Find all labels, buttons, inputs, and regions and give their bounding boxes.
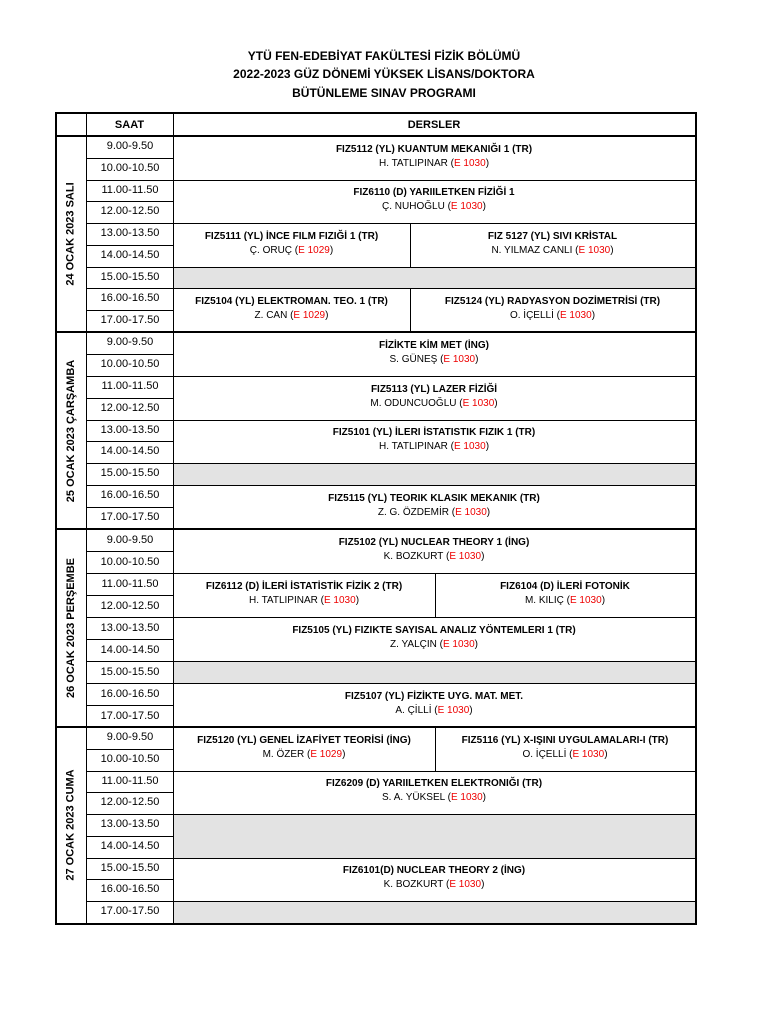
- day-label: [57, 529, 85, 727]
- time-slot: 14.00-14.50: [100, 248, 160, 261]
- course-room: E 1030: [578, 244, 611, 256]
- course-lecturer-line: [379, 441, 489, 452]
- course-lecturer-line: [510, 310, 595, 321]
- time-slot: 12.00-12.50: [100, 401, 160, 414]
- course-block: [173, 339, 695, 367]
- course-block: [173, 492, 695, 520]
- grid-line: [173, 573, 695, 574]
- course-title: FIZ6209 (D) YARIILETKEN ELEKTRONIĞI (TR): [325, 778, 543, 790]
- time-slot: 12.00-12.50: [100, 796, 160, 809]
- empty-slot: [174, 902, 695, 923]
- day-label: [57, 727, 85, 923]
- course-title: FIZ5102 (YL) NUCLEAR THEORY 1 (İNG): [338, 537, 530, 548]
- grid-line: [173, 814, 695, 815]
- course-block: [173, 690, 695, 718]
- grid-line: [173, 420, 695, 421]
- course-lecturer-line: [525, 595, 605, 606]
- course-block: [173, 734, 435, 762]
- course-title: FIZ6112 (D) İLERİ İSTATİSTİK FİZİK 2 (TR): [205, 581, 403, 592]
- course-title: FİZİKTE KİM MET (İNG): [379, 339, 489, 351]
- day-label-text: 27 OCAK 2023 CUMA: [65, 769, 78, 881]
- day-label: [57, 136, 85, 332]
- course-lecturer: S. A. YÜKSEL (: [382, 792, 451, 804]
- time-slot: 13.00-13.50: [100, 818, 160, 831]
- course-lecturer: N. YILMAZ CANLI (: [491, 244, 579, 256]
- grid-line: [173, 617, 695, 618]
- course-room-close: ): [604, 748, 608, 760]
- course-lecturer-line: [382, 792, 486, 803]
- course-title: FIZ5111 (YL) İNCE FILM FIZIĞİ 1 (TR): [204, 230, 379, 242]
- time-slot: 14.00-14.50: [100, 644, 160, 656]
- time-slot: 15.00-15.50: [100, 666, 160, 678]
- course-lecturer-line: [250, 245, 333, 256]
- empty-slot: [174, 815, 695, 858]
- course-lecturer: A. ÇİLLİ (: [395, 705, 438, 716]
- day-label-text: 25 OCAK 2023 ÇARŞAMBA: [65, 359, 77, 502]
- time-slot: 11.00-11.50: [101, 578, 159, 590]
- empty-slot: [174, 464, 695, 485]
- header-line-1: YTÜ FEN-EDEBİYAT FAKÜLTESİ FİZİK BÖLÜMÜ: [247, 49, 521, 63]
- time-slot: 16.00-16.50: [100, 292, 160, 305]
- time-slot: 16.00-16.50: [100, 489, 160, 502]
- course-title: FIZ6110 (D) YARIILETKEN FİZİĞİ 1: [353, 187, 515, 199]
- course-lecturer: Ç. ORUÇ (: [249, 244, 299, 256]
- grid-line: [173, 180, 695, 181]
- time-slot: 17.00-17.50: [100, 511, 160, 524]
- course-lecturer: O. İÇELLİ (: [522, 748, 573, 760]
- course-room: E 1030: [437, 705, 470, 716]
- course-lecturer-line: [382, 201, 486, 212]
- course-lecturer: O. İÇELLİ (: [509, 310, 560, 322]
- course-lecturer: K. BOZKURT (: [383, 551, 450, 562]
- course-lecturer: H. TATLIPINAR (: [248, 595, 324, 606]
- course-room: E 1030: [453, 441, 486, 453]
- course-block: [173, 230, 410, 258]
- grid-line: [173, 901, 695, 902]
- course-lecturer-line: [522, 749, 607, 760]
- course-room: E 1030: [323, 595, 356, 606]
- course-block: [173, 143, 695, 171]
- course-title: FIZ5112 (YL) KUANTUM MEKANIĞI 1 (TR): [335, 143, 533, 155]
- course-room-close: ): [482, 201, 486, 213]
- course-lecturer-line: [263, 749, 346, 760]
- grid-line: [173, 485, 695, 486]
- grid-line: [173, 376, 695, 377]
- course-title: FIZ5107 (YL) FİZİKTE UYG. MAT. MET.: [344, 691, 524, 702]
- course-room: E 1029: [293, 310, 326, 322]
- course-lecturer-line: [379, 158, 489, 169]
- time-slot: 9.00-9.50: [106, 731, 154, 743]
- time-slot: 10.00-10.50: [100, 556, 160, 568]
- course-room: E 1030: [453, 157, 486, 169]
- course-block: [173, 383, 695, 411]
- course-room: E 1030: [559, 310, 592, 322]
- course-lecturer-line: [378, 507, 490, 518]
- grid-line: [173, 267, 695, 268]
- time-slot: 16.00-16.50: [100, 883, 160, 896]
- course-title: FIZ5113 (YL) LAZER FİZİĞİ: [370, 383, 498, 395]
- course-room-close: ): [474, 639, 479, 650]
- course-lecturer-line: [390, 354, 479, 365]
- course-room-close: ): [475, 353, 479, 365]
- course-room-close: ): [481, 551, 485, 562]
- course-room-close: ): [610, 244, 614, 256]
- course-lecturer: M. ODUNCUOĞLU (: [370, 397, 463, 409]
- time-slot: 11.00-11.50: [101, 774, 159, 787]
- course-room-close: ): [355, 595, 360, 606]
- course-title: FIZ5115 (YL) TEORIK KLASIK MEKANIK (TR): [328, 493, 540, 505]
- course-block: [173, 536, 695, 564]
- course-room: E 1029: [298, 244, 330, 256]
- course-room: E 1030: [462, 397, 495, 409]
- course-title: FIZ5120 (YL) GENEL İZAFİYET TEORİSİ (İNG): [197, 734, 411, 746]
- header-line-2: 2022-2023 GÜZ DÖNEMİ YÜKSEK LİSANS/DOKTORA: [233, 67, 535, 81]
- course-block: [435, 734, 695, 762]
- day-label: [57, 332, 85, 529]
- course-room-close: ): [325, 310, 329, 322]
- grid-line: [173, 661, 695, 662]
- course-lecturer-line: [390, 639, 478, 650]
- course-lecturer: M. ÖZER (: [262, 748, 311, 760]
- course-room-close: ): [591, 310, 596, 322]
- course-room-close: ): [329, 244, 334, 256]
- grid-line: [173, 858, 695, 859]
- time-slot: 12.00-12.50: [100, 600, 160, 612]
- course-lecturer-line: [384, 879, 485, 890]
- grid-line: [173, 223, 695, 224]
- course-block: [173, 295, 410, 323]
- course-room-close: ): [342, 748, 346, 760]
- day-label-text: 26 OCAK 2023 PERŞEMBE: [65, 558, 77, 698]
- course-block: [173, 624, 695, 652]
- grid-line: [173, 288, 695, 289]
- time-slot: 17.00-17.50: [100, 710, 160, 722]
- course-room: E 1029: [310, 748, 343, 760]
- course-room-close: ): [601, 595, 606, 606]
- course-lecturer-line: [255, 310, 329, 321]
- course-title: FIZ 5127 (YL) SIVI KRİSTAL: [487, 230, 618, 242]
- course-room: E 1030: [449, 551, 482, 562]
- course-room-close: ): [494, 397, 498, 409]
- course-lecturer-line: [249, 595, 359, 606]
- course-block: [173, 426, 695, 454]
- course-room: E 1030: [450, 201, 483, 213]
- course-block: [173, 777, 695, 805]
- empty-slot: [174, 268, 695, 289]
- course-room-close: ): [481, 879, 485, 891]
- time-slot: 9.00-9.50: [106, 336, 154, 348]
- course-title: FIZ5105 (YL) FIZIKTE SAYISAL ANALIZ YÖNTEMLERI 1 (TR): [292, 625, 576, 636]
- time-slot: 9.00-9.50: [106, 534, 154, 546]
- course-room: E 1030: [442, 639, 475, 650]
- time-slot: 10.00-10.50: [100, 357, 160, 370]
- time-slot: 11.00-11.50: [101, 379, 159, 392]
- grid-line: [173, 771, 695, 772]
- time-slot: 9.00-9.50: [106, 140, 154, 152]
- course-block: [173, 864, 695, 892]
- time-slot: 14.00-14.50: [100, 839, 160, 852]
- time-slot: 11.00-11.50: [101, 183, 159, 196]
- day-label-text: 24 OCAK 2023 SALI: [65, 182, 78, 286]
- course-lecturer-line: [395, 705, 472, 716]
- course-lecturer: H. TATLIPINAR (: [378, 157, 454, 169]
- course-room-close: ): [485, 157, 490, 169]
- course-room: E 1030: [450, 792, 483, 804]
- course-block: [410, 230, 695, 258]
- time-slot: 15.00-15.50: [100, 861, 160, 874]
- time-slot: 13.00-13.50: [100, 622, 160, 634]
- course-title: FIZ5104 (YL) ELEKTROMAN. TEO. 1 (TR): [195, 296, 388, 308]
- course-room: E 1030: [455, 507, 487, 519]
- course-lecturer-line: [384, 551, 485, 562]
- course-lecturer: H. TATLIPINAR (: [378, 441, 454, 453]
- course-title: FIZ5124 (YL) RADYASYON DOZİMETRİSİ (TR): [444, 296, 661, 308]
- course-lecturer: K. BOZKURT (: [383, 879, 450, 891]
- time-slot: 17.00-17.50: [100, 314, 160, 327]
- column-header-saat: SAAT: [114, 119, 145, 131]
- course-room-close: ): [485, 441, 490, 453]
- time-slot: 12.00-12.50: [100, 205, 160, 218]
- time-slot: 13.00-13.50: [100, 423, 160, 436]
- course-lecturer: Z. CAN (: [254, 310, 294, 322]
- empty-slot: [174, 662, 695, 683]
- course-title: FIZ5116 (YL) X-IŞINI UYGULAMALARI-I (TR): [461, 734, 669, 746]
- header-line-3: BÜTÜNLEME SINAV PROGRAMI: [292, 86, 476, 100]
- course-room: E 1030: [572, 748, 605, 760]
- column-header-dersler: DERSLER: [407, 119, 461, 131]
- grid-line: [173, 683, 695, 684]
- time-slot: 10.00-10.50: [100, 161, 160, 174]
- course-block: [173, 186, 695, 214]
- course-room-close: ): [482, 792, 486, 804]
- course-title: FIZ5101 (YL) İLERI İSTATISTIK FIZIK 1 (TR): [332, 427, 536, 439]
- course-lecturer-line: [370, 398, 497, 409]
- course-lecturer: Z. G. ÖZDEMİR (: [377, 507, 456, 519]
- time-slot: 17.00-17.50: [100, 905, 160, 918]
- course-room-close: ): [469, 705, 473, 716]
- time-slot: 16.00-16.50: [100, 688, 160, 700]
- course-lecturer: Z. YALÇIN (: [389, 639, 443, 650]
- course-lecturer: S. GÜNEŞ (: [389, 353, 444, 365]
- time-slot: 15.00-15.50: [100, 467, 160, 480]
- course-title: FIZ6104 (D) İLERİ FOTONİK: [500, 581, 630, 592]
- time-slot: 14.00-14.50: [100, 445, 160, 458]
- time-slot: 10.00-10.50: [100, 752, 160, 765]
- grid-line: [173, 463, 695, 464]
- course-room-close: ): [486, 507, 491, 519]
- course-block: [173, 580, 435, 608]
- course-title: FIZ6101(D) NUCLEAR THEORY 2 (İNG): [342, 865, 526, 877]
- time-slot: 15.00-15.50: [100, 270, 160, 283]
- course-lecturer: M. KILIÇ (: [524, 595, 570, 606]
- exam-schedule-table: [55, 112, 697, 925]
- course-block: [410, 295, 695, 323]
- course-lecturer-line: [491, 245, 613, 256]
- time-slot: 13.00-13.50: [100, 227, 160, 240]
- course-room: E 1030: [449, 879, 482, 891]
- course-block: [435, 580, 695, 608]
- course-lecturer: Ç. NUHOĞLU (: [382, 201, 451, 213]
- course-room: E 1030: [443, 353, 476, 365]
- course-room: E 1030: [569, 595, 602, 606]
